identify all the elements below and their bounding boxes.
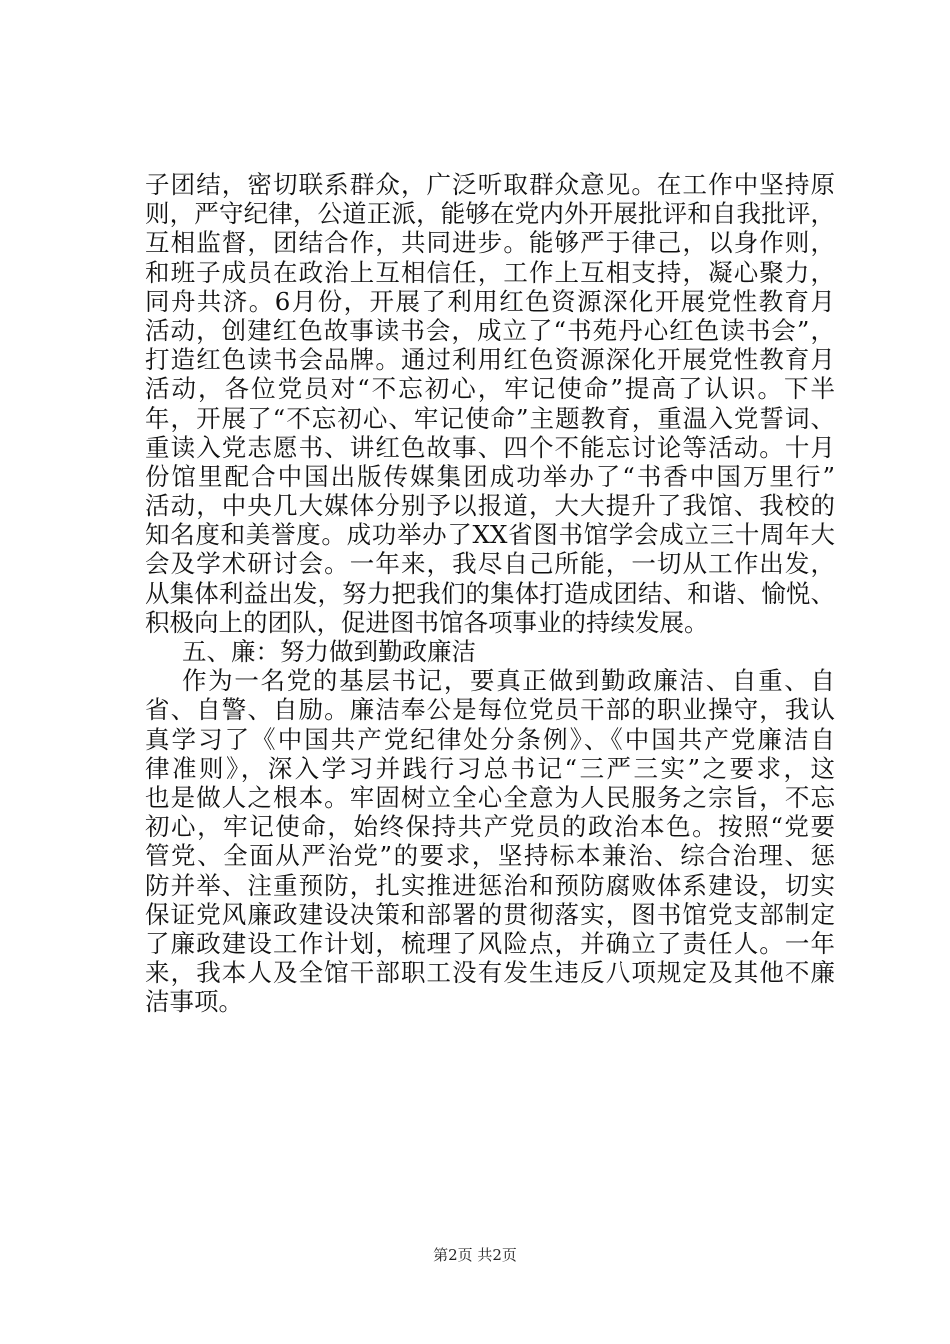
- text-line: 同舟共济。6月份，开展了利用红色资源深化开展党性教育月: [145, 286, 835, 316]
- section-heading: [145, 637, 835, 666]
- text-line: 则，严守纪律，公道正派，能够在党内外开展批评和自我批评，: [145, 199, 835, 229]
- paragraph-integrity: [145, 666, 835, 1016]
- page-number: 第2页 共2页: [433, 1246, 517, 1264]
- text-line: 知名度和美誉度。成功举办了XX省图书馆学会成立三十周年大: [145, 520, 835, 550]
- page-footer: [0, 1245, 950, 1265]
- text-line: 打造红色读书会品牌。通过利用红色资源深化开展党性教育月: [145, 345, 835, 375]
- text-line: 子团结，密切联系群众，广泛听取群众意见。在工作中坚持原: [145, 170, 835, 199]
- text-line: 保证党风廉政建设决策和部署的贯彻落实，图书馆党支部制定: [145, 899, 835, 929]
- text-line: 互相监督，团结合作，共同进步。能够严于律己，以身作则，: [145, 228, 835, 258]
- body-text: [145, 170, 835, 1016]
- text-line: 活动，各位党员对“不忘初心，牢记使命”提高了认识。下半: [145, 374, 835, 404]
- text-line: 管党、全面从严治党”的要求，坚持标本兼治、综合治理、惩: [145, 841, 835, 871]
- text-line: 真学习了《中国共产党纪律处分条例》、《中国共产党廉洁自: [145, 724, 835, 754]
- text-line: 重读入党志愿书、讲红色故事、四个不能忘讨论等活动。十月: [145, 432, 835, 462]
- text-line: 从集体利益出发，努力把我们的集体打造成团结、和谐、愉悦、: [145, 578, 835, 608]
- text-line: 活动，中央几大媒体分别予以报道，大大提升了我馆、我校的: [145, 491, 835, 521]
- text-line: 积极向上的团队，促进图书馆各项事业的持续发展。: [145, 607, 709, 637]
- text-line: 洁事项。: [145, 987, 243, 1017]
- text-line: 和班子成员在政治上互相信任，工作上互相支持，凝心聚力，: [145, 257, 835, 287]
- text-line: 初心，牢记使命，始终保持共产党员的政治本色。按照“党要: [145, 812, 835, 842]
- text-line: 防并举、注重预防，扎实推进惩治和预防腐败体系建设，切实: [145, 870, 835, 900]
- text-line: 律准则》，深入学习并践行习总书记“三严三实”之要求，这: [145, 753, 835, 783]
- text-line: 省、自警、自励。廉洁奉公是每位党员干部的职业操守，我认: [145, 695, 835, 725]
- paragraph-team-unity: [145, 170, 835, 637]
- text-line: 会及学术研讨会。一年来，我尽自己所能，一切从工作出发，: [145, 549, 835, 579]
- section-heading-text: 五、廉：努力做到勤政廉洁: [182, 637, 476, 666]
- text-line: 份馆里配合中国出版传媒集团成功举办了“书香中国万里行”: [145, 461, 835, 491]
- text-line: 了廉政建设工作计划，梳理了风险点，并确立了责任人。一年: [145, 928, 835, 958]
- text-line: 活动，创建红色故事读书会，成立了“书苑丹心红色读书会”，: [145, 315, 835, 345]
- text-line: 也是做人之根本。牢固树立全心全意为人民服务之宗旨，不忘: [145, 782, 835, 812]
- text-line: 作为一名党的基层书记，要真正做到勤政廉洁、自重、自: [182, 666, 835, 696]
- text-line: 来，我本人及全馆干部职工没有发生违反八项规定及其他不廉: [145, 958, 835, 988]
- text-line: 年，开展了“不忘初心、牢记使命”主题教育，重温入党誓词、: [145, 403, 835, 433]
